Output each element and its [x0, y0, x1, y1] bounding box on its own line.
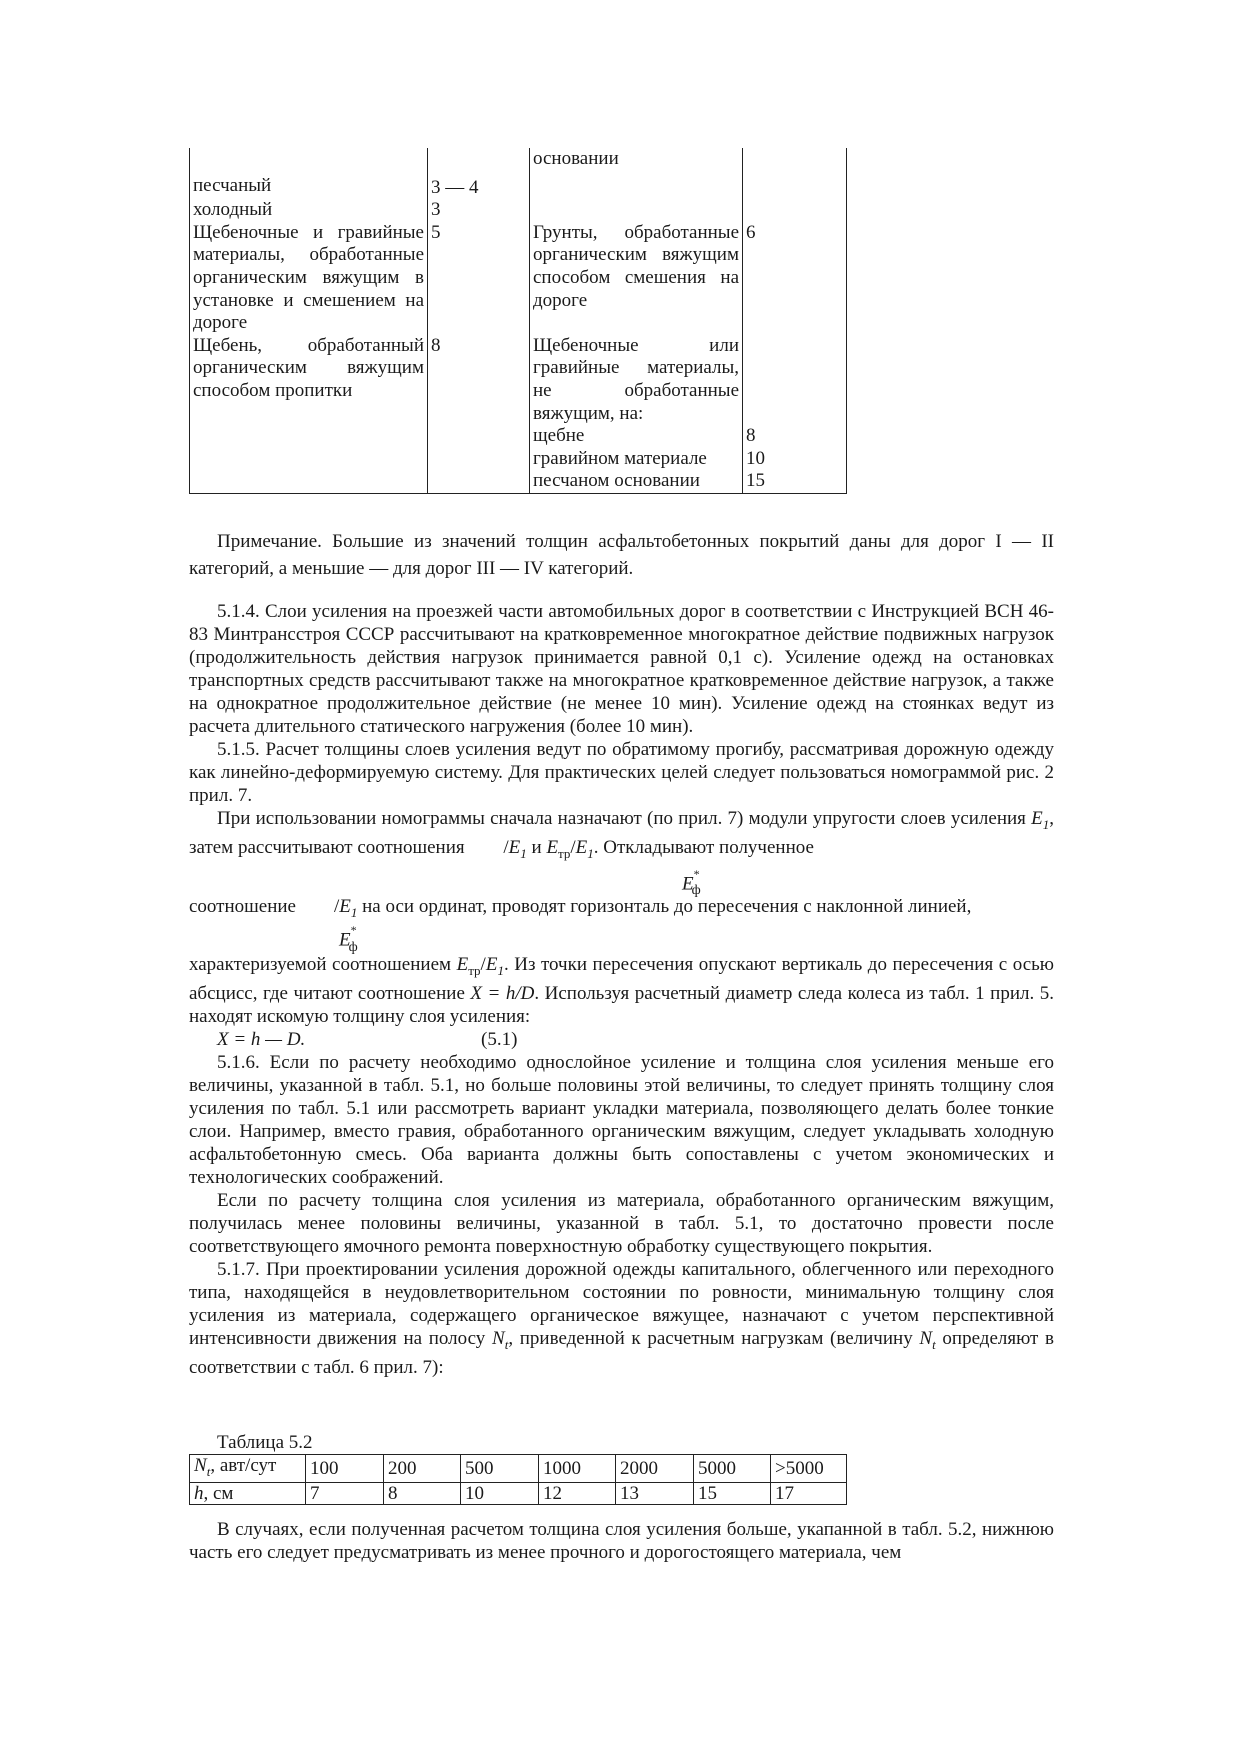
table-cell: 7	[306, 1482, 384, 1504]
table-cell	[428, 148, 530, 171]
table-cell	[190, 470, 428, 493]
table-row	[190, 222, 847, 335]
table-cell: 500	[461, 1455, 539, 1483]
text: . Используя расчетный диаметр следа колеса из табл. 1 прил. 5. находят искомую толщину слоя усиления:	[189, 983, 1055, 1028]
e-phi-symbol: $E^*_ф$	[682, 866, 701, 898]
paragraph-text: В случаях, если полученная расчетом толщина слоя усиления больше, укапанной в табл. 5.2, нижнюю часть его следует предусматривать из менее прочного и дорогостоящего материала, чем	[189, 1519, 1054, 1563]
table-cell	[743, 171, 847, 200]
table-cell: щебне	[530, 425, 743, 448]
paragraph-5-1-6: 5.1.6. Если по расчету необходимо однослойное усиление и толщина слоя усиления меньше его величины, указанной в табл. 5.1, но больше половины этой величины, то следует принять толщину слоя усиления по табл. 5.1 или рассмотреть вариант укладки материала, позволяющего делать более тонкие слои. Например, вместо гравия, обработанного органическим вяжущим, следует укладывать холодную асфальтобетонную смесь. Оба варианта должны быть сопоставлены с учетом экономических и технологических соображений.	[189, 1052, 1054, 1189]
text: . Из точки пересечения опускают вертикаль до пересечения с осью абсцисс, где читают соотношение	[189, 954, 1054, 1005]
table-cell: 12	[539, 1482, 616, 1504]
text: определяют в соответствии с табл. 6 прил. 7):	[189, 1328, 1055, 1378]
etr-symbol: $E_{тр}$	[546, 836, 571, 861]
table-row	[190, 199, 847, 222]
table-cell	[743, 199, 847, 222]
table-5-1-continuation	[189, 148, 847, 494]
table-cell: 2000	[616, 1455, 694, 1483]
table-row	[190, 1455, 847, 1483]
paragraph-nomogram: При использовании номограммы сначала назначают (по прил. 7) модули упругости слоев усиления $E_1$, затем рассчитывают соотношения $/E_1$ и $E_{тр}/E_1$. Откладывают полученное $E^*_ф$ соотношение $/E_1$ на оси ординат, проводят горизонталь до пересечения с наклонной линией, $E^*_ф$ характеризуемой соотношением $E_{тр}/E_1$. Из точки пересечения опускают вертикаль до пересечения с осью абсцисс, где читают соотношение X = h/D. Используя расчетный диаметр следа колеса из табл. 1 прил. 5. находят искомую толщину слоя усиления:	[189, 808, 1055, 1028]
text: и	[531, 836, 542, 858]
e-phi-symbol: $E^*_ф$	[339, 923, 358, 955]
etr-symbol: $E_{тр}$	[456, 954, 481, 979]
cell-text: Щебень, обработанный органическим вяжущим способом пропитки	[193, 334, 424, 401]
text: характеризуемой соотношением	[189, 954, 452, 976]
e1-symbol: $E_1$	[1031, 808, 1050, 832]
table-row	[190, 470, 847, 493]
table-cell: 10	[461, 1482, 539, 1504]
cell-text: Щебеночные и гравийные материалы, обработанные органическим вяжущим в установке и смешением на дороге	[193, 221, 424, 334]
paragraph-5-1-6-cont: Если по расчету толщина слоя усиления из материала, обработанного органическим вяжущим, получилась менее половины величины, указанной в табл. 5.1, то достаточно провести после соответствующего ямочного ремонта поверхностную обработку существующего покрытия.	[189, 1190, 1054, 1258]
text: на оси ординат, проводят горизонталь до пересечения с наклонной линией,	[362, 895, 972, 917]
text: /	[503, 836, 509, 858]
nt-symbol: $N_t$	[492, 1328, 509, 1352]
table-cell	[190, 448, 428, 471]
table-row	[190, 148, 847, 171]
table-cell: песчаном основании	[530, 470, 743, 493]
table-cell: 200	[384, 1455, 461, 1483]
table-cell: песчаный	[190, 171, 428, 200]
table-cell	[530, 171, 743, 200]
e1-symbol: $E_1$	[485, 954, 504, 979]
table-cell	[530, 222, 743, 335]
table-cell: 5	[428, 222, 530, 335]
table-cell: 8	[428, 335, 530, 425]
table-cell	[190, 222, 428, 335]
formula-number: (5.1)	[481, 1029, 518, 1051]
text: При использовании номограммы сначала назначают (по прил. 7) модули упругости слоев усиления	[217, 808, 1026, 829]
text-line: характеризуемой соотношением $E_{тр}/E_1$. Из точки пересечения опускают вертикаль до пересечения с осью абсцисс, где читают соотношение X = h/D. Используя расчетный диаметр следа колеса из табл. 1 прил. 5. находят искомую толщину слоя усиления:	[189, 954, 1055, 1028]
e1-symbol: $E_1$	[339, 895, 358, 920]
table-cell	[743, 335, 847, 425]
table-cell: >5000	[771, 1455, 847, 1483]
e1-symbol: $E_1$	[508, 836, 527, 861]
table-cell: гравийном материале	[530, 448, 743, 471]
text-line: соотношение $/E_1$ на оси ординат, проводят горизонталь до пересечения с наклонной линией,	[189, 895, 972, 920]
paragraph-tail	[189, 1518, 1054, 1564]
paragraph-5-1-4: 5.1.4. Слои усиления на проезжей части автомобильных дорог в соответствии с Инструкцией ВСН 46-83 Минтрансстроя СССР рассчитывают на кратковременное многократное действие подвижных нагрузок (продолжительность действия нагрузок принимается равной 0,1 с). Усиление одежд на остановках транспортных средств рассчитывают также на многократное кратковременное действие нагрузок, а также на однократное продолжительное действие (не менее 10 мин). Усиление одежд на стоянках ведут из расчета длительного статического нагружения (более 10 мин).	[189, 601, 1054, 737]
text: , приведенной к расчетным нагрузкам (величину	[508, 1328, 913, 1350]
formula-5-1	[189, 1028, 1054, 1051]
table-cell: 5000	[694, 1455, 771, 1483]
table-cell	[190, 425, 428, 448]
e1-symbol: $E_1$	[575, 836, 594, 861]
table-cell	[428, 470, 530, 493]
paragraph-5-1-7	[189, 1258, 1054, 1379]
paragraph-5-1-5: 5.1.5. Расчет толщины слоев усиления ведут по обратимому прогибу, рассматривая дорожную одежду как линейно-деформируемую систему. Для практических целей следует пользоваться номограммой рис. 2 прил. 7.	[189, 739, 1054, 806]
cell-text: Грунты, обработанные органическим вяжущим способом смешения на дороге	[533, 221, 739, 311]
body-text	[189, 600, 1054, 1379]
x-equation: X = h/D	[470, 983, 535, 1005]
table-cell: 100	[306, 1455, 384, 1483]
table-cell: 17	[771, 1482, 847, 1504]
table-row	[190, 335, 847, 425]
table-cell	[428, 425, 530, 448]
table-cell	[428, 448, 530, 471]
table-cell: 3 — 4	[428, 171, 530, 200]
table-cell	[530, 335, 743, 425]
table-cell	[190, 148, 428, 171]
text: соотношение	[189, 895, 296, 917]
formula-row	[189, 865, 1054, 898]
row-header: h, см	[190, 1482, 306, 1504]
text: . Откладывают полученное	[593, 836, 814, 858]
table-caption: Таблица 5.2	[217, 1432, 313, 1453]
table-cell	[190, 335, 428, 425]
table-cell: холодный	[190, 199, 428, 222]
row-header: $N_t$, авт/сут	[190, 1455, 306, 1483]
text: , затем рассчитывают соотношения	[189, 808, 1055, 858]
table-row	[190, 171, 847, 200]
table-cell: основании	[530, 148, 743, 171]
table-cell: 15	[743, 470, 847, 493]
table-cell: 13	[616, 1482, 694, 1504]
table-row	[190, 448, 847, 471]
table-cell: 8	[384, 1482, 461, 1504]
table-cell: 6	[743, 222, 847, 335]
table-cell: 10	[743, 448, 847, 471]
table-row	[190, 425, 847, 448]
table-cell: 3	[428, 199, 530, 222]
cell-text: Щебеночные или гравийные материалы, не обработанные вяжущим, на:	[533, 334, 739, 424]
table-cell: 15	[694, 1482, 771, 1504]
formula-expression: X = h — D.	[217, 1029, 306, 1051]
table-cell	[530, 199, 743, 222]
text: 5.1.7. При проектировании усиления дорожной одежды капитального, облегченного или переходного типа, находящейся в неудовлетворительном состоянии по ровности, минимальную толщину слоя усиления из материала, содержащего органическое вяжущее, назначают с учетом перспективной интенсивности движения на полосу	[189, 1259, 1054, 1350]
nt-symbol: $N_t$	[919, 1328, 936, 1352]
formula-row	[189, 923, 1054, 953]
table-note: Примечание. Большие из значений толщин асфальтобетонных покрытий даны для дорог I — II категорий, а меньшие — для дорог III — IV категорий.	[189, 531, 1054, 579]
table-cell: 1000	[539, 1455, 616, 1483]
table-cell: 8	[743, 425, 847, 448]
table-row	[190, 1482, 847, 1504]
table-cell	[743, 148, 847, 171]
table-5-2	[189, 1454, 847, 1505]
